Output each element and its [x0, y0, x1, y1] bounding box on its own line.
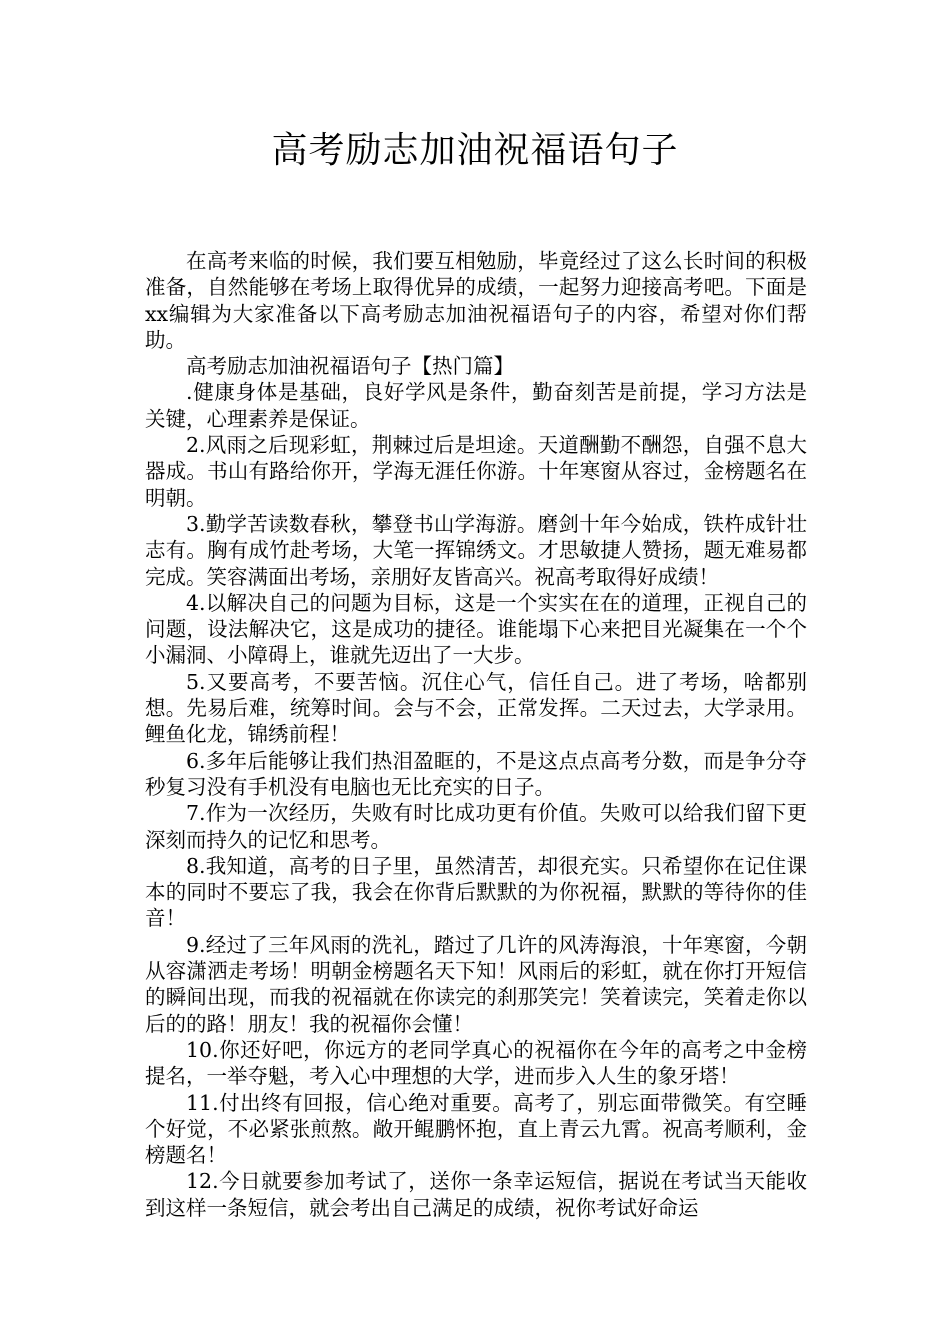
- paragraph-item-2: 2.风雨之后现彩虹，荆棘过后是坦途。天道酬勤不酬怨，自强不息大器成。书山有路给你开，学海无涯任你游。十年寒窗从容过，金榜题名在明朝。: [145, 433, 807, 510]
- paragraph-item-4: 4.以解决自己的问题为目标，这是一个实实在在的道理，正视自己的问题，设法解决它，这是成功的捷径。谁能塌下心来把目光凝集在一个个小漏洞、小障碍上，谁就先迈出了一大步。: [145, 590, 807, 668]
- paragraph-item-6: 6.多年后能够让我们热泪盈眶的，不是这点点高考分数，而是争分夺秒复习没有手机没有电脑也无比充实的日子。: [145, 748, 807, 799]
- paragraph-item-1: .健康身体是基础，良好学风是条件，勤奋刻苦是前提，学习方法是关键，心理素养是保证。: [145, 380, 807, 431]
- paragraph-item-3: 3.勤学苦读数春秋，攀登书山学海游。磨剑十年今始成，铁杵成针壮志有。胸有成竹赴考场，大笔一挥锦绣文。才思敏捷人赞扬，题无难易都完成。笑容满面出考场，亲朋好友皆高兴。祝高考取得好成绩！: [145, 511, 807, 589]
- paragraph-item-9: 9.经过了三年风雨的洗礼，踏过了几许的风涛海浪，十年寒窗，今朝从容潇洒走考场！明朝金榜题名天下知！风雨后的彩虹，就在你打开短信的瞬间出现，而我的祝福就在你读完的刹那笑完！笑着读完，笑着走你以后的的路！朋友！我的祝福你会懂！: [145, 932, 807, 1036]
- paragraph-section-heading: 高考励志加油祝福语句子【热门篇】: [186, 354, 514, 379]
- paragraph-item-11: 11.付出终有回报，信心绝对重要。高考了，别忘面带微笑。有空睡个好觉，不必紧张煎熬。敞开鲲鹏怀抱，直上青云九霄。祝高考顺利，金榜题名！: [145, 1090, 807, 1168]
- paragraph-item-12: 12.今日就要参加考试了，送你一条幸运短信，据说在考试当天能收到这样一条短信，就会考出自己满足的成绩，祝你考试好命运: [145, 1169, 807, 1220]
- paragraph-intro: 在高考来临的时候，我们要互相勉励，毕竟经过了这么长时间的积极准备，自然能够在考场上取得优异的成绩，一起努力迎接高考吧。下面是xx编辑为大家准备以下高考励志加油祝福语句子的内容，希望对你们帮助。: [145, 249, 807, 352]
- paragraph-item-10: 10.你还好吧，你远方的老同学真心的祝福你在今年的高考之中金榜提名，一举夺魁，考入心中理想的大学，进而步入人生的象牙塔！: [145, 1037, 807, 1089]
- paragraph-item-5: 5.又要高考，不要苦恼。沉住心气，信任自己。进了考场，啥都别想。先易后难，统筹时间。会与不会，正常发挥。二天过去，大学录用。鲤鱼化龙，锦绣前程！: [145, 669, 807, 747]
- document-title: 高考励志加油祝福语句子: [271, 130, 679, 171]
- document-body: [145, 248, 807, 1221]
- paragraph-item-7: 7.作为一次经历，失败有时比成功更有价值。失败可以给我们留下更深刻而持久的记忆和思考。: [145, 801, 807, 852]
- paragraph-item-8: 8.我知道，高考的日子里，虽然清苦，却很充实。只希望你在记住课本的同时不要忘了我，我会在你背后默默的为你祝福，默默的等待你的佳音！: [145, 853, 807, 931]
